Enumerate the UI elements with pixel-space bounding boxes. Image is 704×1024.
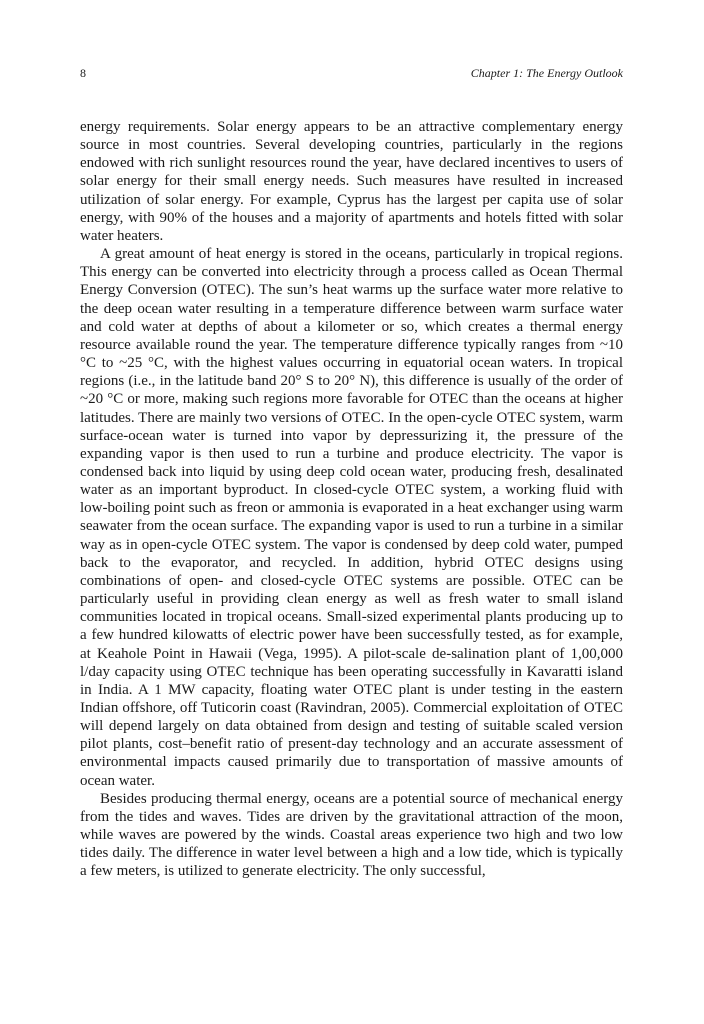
page-number: 8 — [80, 66, 86, 80]
paragraph-solar-energy: energy requirements. Solar energy appears to be an attractive complementary energy source in most countries. Several developing countries, particularly in the regions endowed with rich sunlight resources round the year, have declared incentives to users of solar energy for their small energy needs. Such measures have resulted in increased utilization of solar energy. For example, Cyprus has the largest per capita use of solar energy, with 90% of the houses and a majority of apartments and hotels fitted with solar water heaters. — [80, 119, 623, 244]
running-head-chapter-title: Chapter 1: The Energy Outlook — [470, 66, 623, 80]
page-header — [80, 66, 623, 84]
paragraph-tides-waves: Besides producing thermal energy, oceans are a potential source of mechanical energy from the tides and waves. Tides are driven by the gravitational attraction of the moon, while waves are powered by the winds. Coastal areas experience two high and two low tides daily. The difference in water level between a high and a low tide, which is typically a few meters, is utilized to generate electricity. The only successful, — [80, 790, 623, 880]
paragraph-otec: A great amount of heat energy is stored in the oceans, particularly in tropical regions. This energy can be converted into electricity through a process called as Ocean Thermal Energy Conversion (OTEC). The sun’s heat warms up the surface water more relative to the deep ocean water resulting in a temperature difference between warm surface water and cold water at depths of about a kilometer or so, which creates a thermal energy resource available round the year. The temperature difference typically ranges from ~10 °C to ~25 °C, with the highest values occurring in equatorial ocean waters. In tropical regions (i.e., in the latitude band 20° S to 20° N), this difference is usually of the order of ~20 °C or more, making such regions more favorable for OTEC than the oceans at higher latitudes. There are mainly two versions of OTEC. In the open-cycle OTEC system, warm surface-ocean water is turned into vapor by depressurizing it, the pressure of the expanding vapor is then used to run a turbine and produce electricity. The vapor is condensed back into liquid by using deep cold ocean water, producing fresh, desalinated water as an important byproduct. In closed-cycle OTEC system, a working fluid with low-boiling point such as freon or ammonia is evaporated in a heat exchanger using warm seawater from the ocean surface. The expanding vapor is used to run a turbine in a similar way as in open-cycle OTEC system. The vapor is condensed by deep cold water, pumped back to the evaporator, and recycled. In addition, hybrid OTEC designs using combinations of open- and closed-cycle OTEC systems are possible. OTEC can be particularly useful in providing clean energy as well as fresh water to small island communities located in tropical oceans. Small-sized experimental plants producing up to a few hundred kilowatts of electric power have been successfully tested, as for example, at Keahole Point in Hawaii (Vega, 1995). A pilot-scale de-salination plant of 1,00,000 l/day capacity using OTEC technique has been operating successfully in Kavaratti island in India. A 1 MW capacity, floating water OTEC plant is under testing in the eastern Indian offshore, off Tuticorin coast (Ravindran, 2005). Commercial exploitation of OTEC will depend largely on data obtained from design and testing of suitable scaled version pilot plants, cost–benefit ratio of present-day technology and an accurate assessment of environmental impacts caused primarily due to transportation of massive amounts of ocean water. — [80, 246, 623, 789]
body-text — [80, 118, 623, 881]
